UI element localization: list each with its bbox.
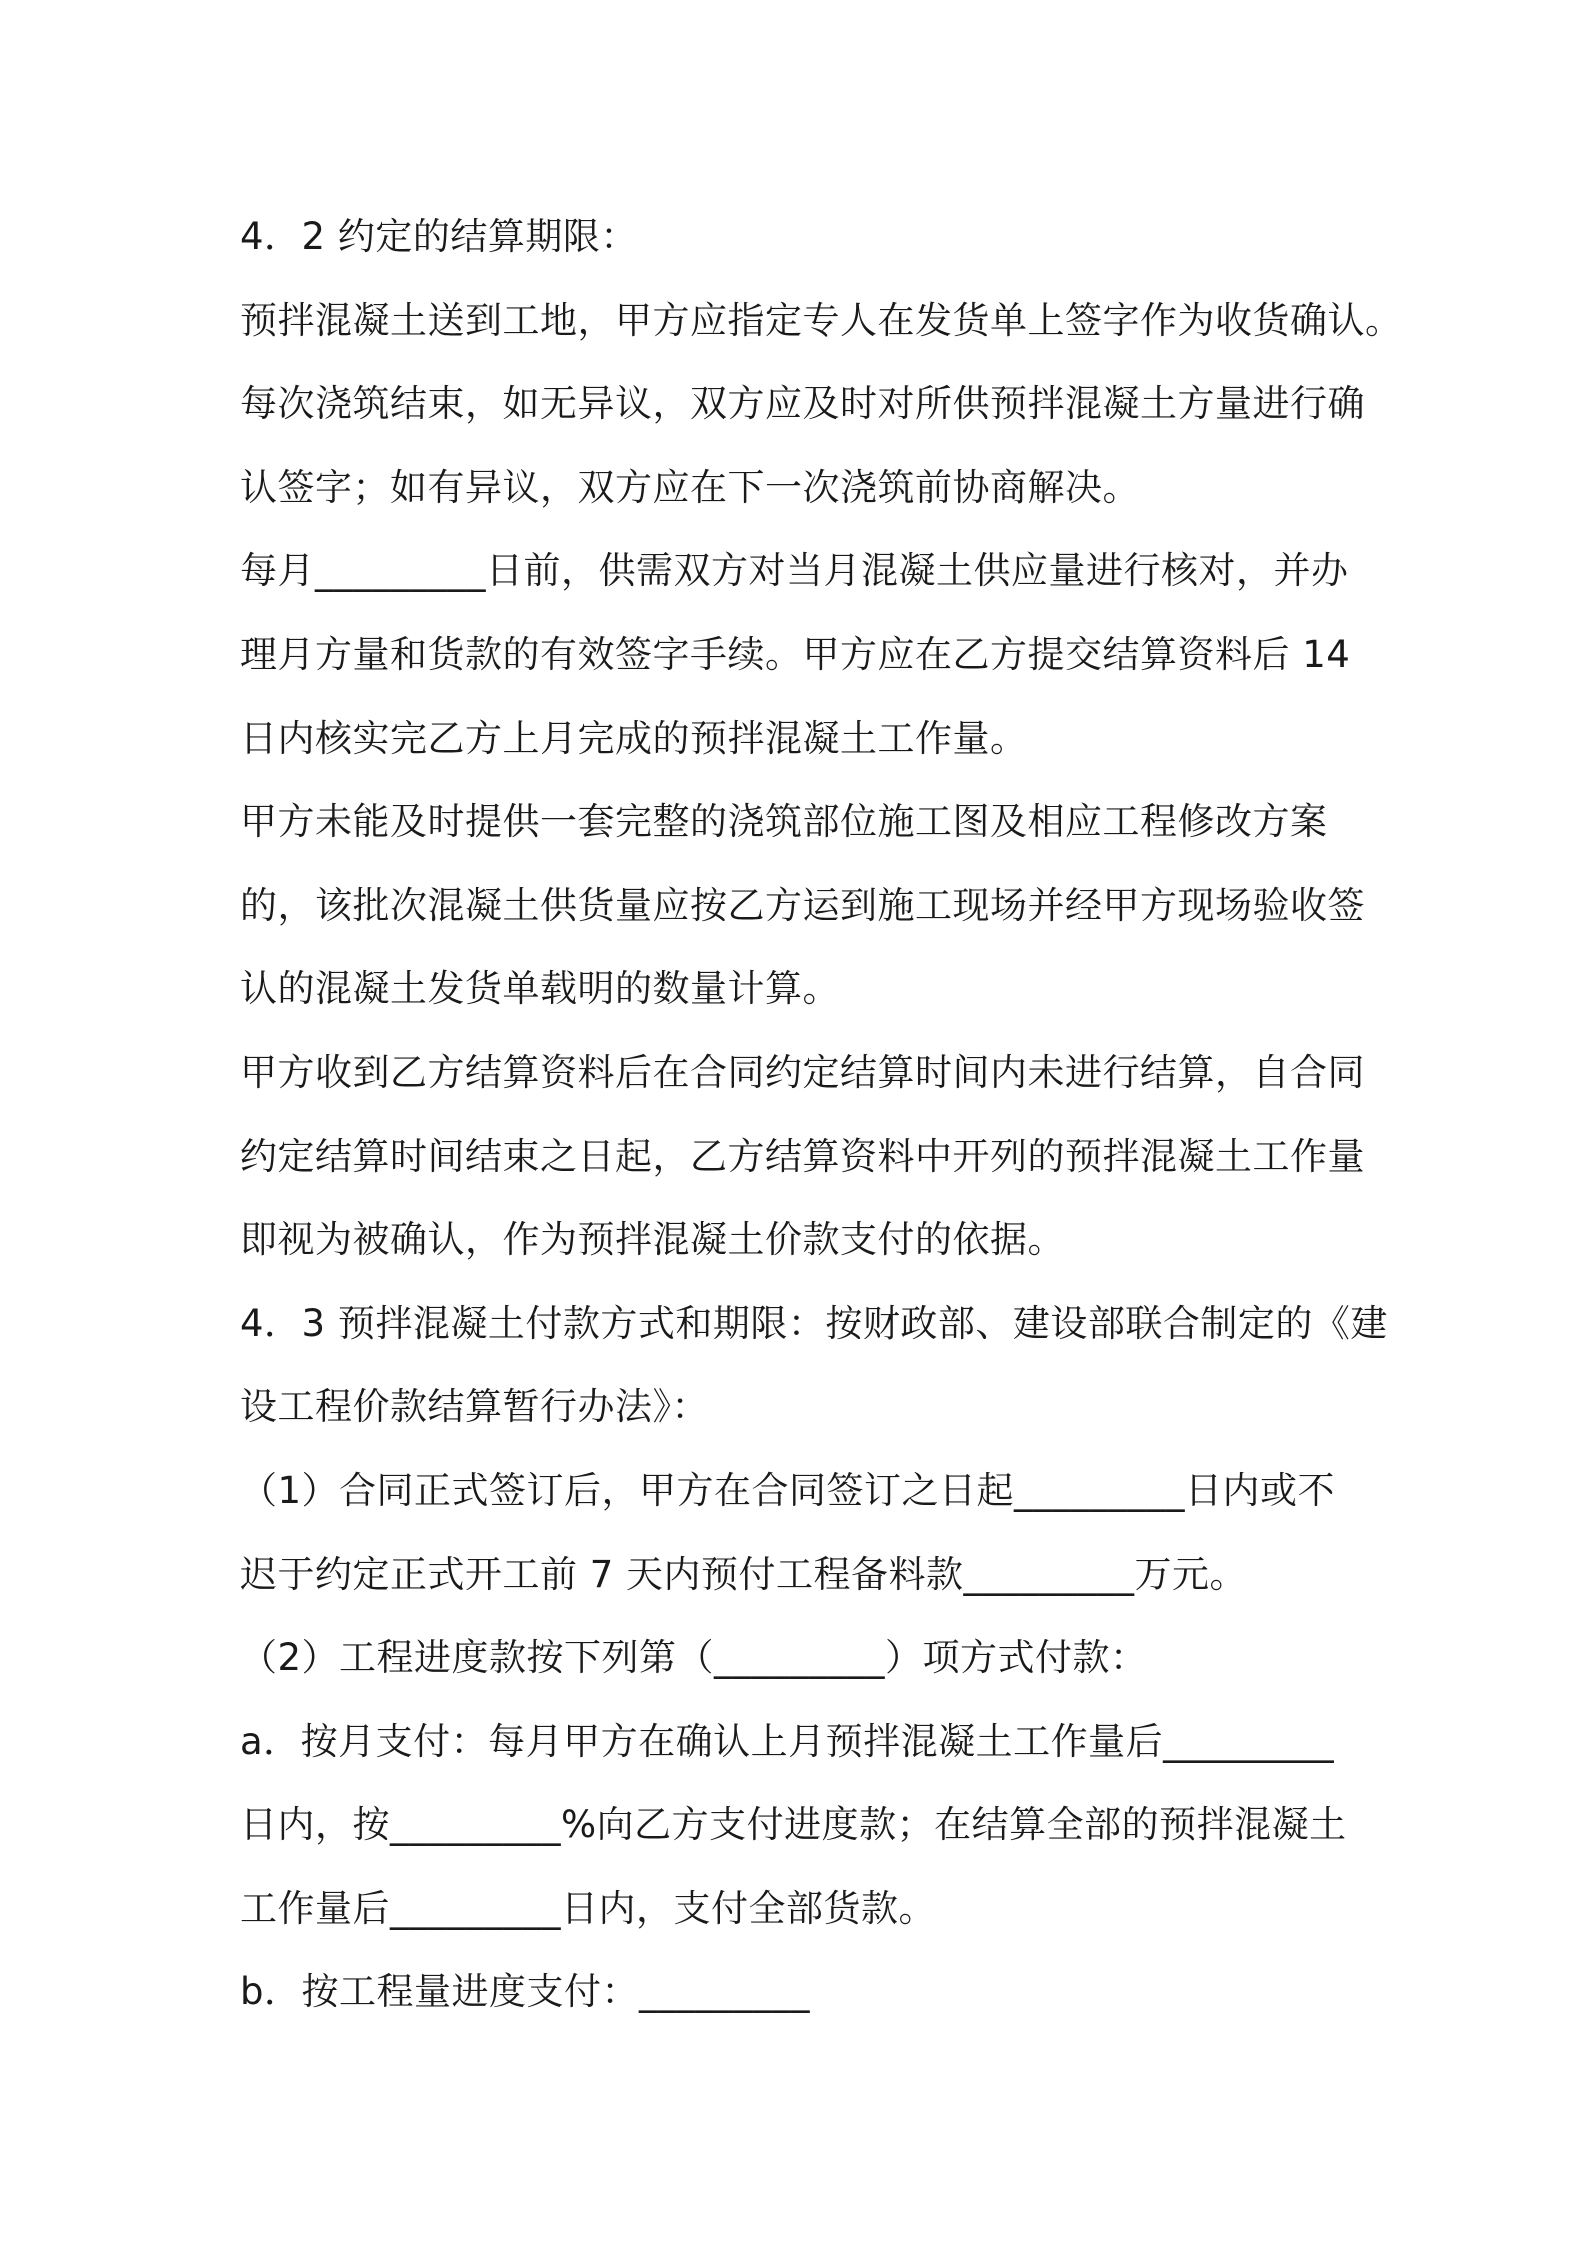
text-line: 约定结算时间结束之日起，乙方结算资料中开列的预拌混凝土工作量 <box>240 1134 1365 1178</box>
section-4-3-heading: 4．3 预拌混凝土付款方式和期限：按财政部、建设部联合制定的《建 <box>240 1301 1388 1345</box>
text-line: 甲方未能及时提供一套完整的浇筑部位施工图及相应工程修改方案 <box>240 800 1328 844</box>
text-line: 日内核实完乙方上月完成的预拌混凝土工作量。 <box>240 716 1028 760</box>
text-line: 的，该批次混凝土供货量应按乙方运到施工现场并经甲方现场验收签 <box>240 883 1365 927</box>
text-line: 每月_________日前，供需双方对当月混凝土供应量进行核对，并办 <box>240 549 1349 593</box>
text-line: 迟于约定正式开工前 7 天内预付工程备料款_________万元。 <box>240 1552 1248 1596</box>
text-line: 工作量后_________日内，支付全部货款。 <box>240 1886 936 1930</box>
clause-1-line: （1）合同正式签订后，甲方在合同签订之日起_________日内或不 <box>240 1468 1336 1512</box>
text-line: 每次浇筑结束，如无异议，双方应及时对所供预拌混凝土方量进行确 <box>240 382 1365 426</box>
text-line: 认的混凝土发货单载明的数量计算。 <box>240 967 840 1011</box>
option-a-line: a．按月支付：每月甲方在确认上月预拌混凝土工作量后_________ <box>240 1719 1335 1763</box>
text-line: 甲方收到乙方结算资料后在合同约定结算时间内未进行结算，自合同 <box>240 1050 1365 1094</box>
text-line: 日内，按_________%向乙方支付进度款；在结算全部的预拌混凝土 <box>240 1803 1347 1847</box>
text-line: 认签字；如有异议，双方应在下一次浇筑前协商解决。 <box>240 465 1140 509</box>
contract-text <box>240 195 1403 2034</box>
text-line: 即视为被确认，作为预拌混凝土价款支付的依据。 <box>240 1218 1065 1262</box>
option-b-line: b．按工程量进度支付：_________ <box>240 1970 810 2014</box>
clause-2-line: （2）工程进度款按下列第（_________）项方式付款： <box>240 1636 1148 1680</box>
text-line: 预拌混凝土送到工地，甲方应指定专人在发货单上签字作为收货确认。 <box>240 298 1403 342</box>
text-line: 理月方量和货款的有效签字手续。甲方应在乙方提交结算资料后 14 <box>240 632 1351 676</box>
text-line: 设工程价款结算暂行办法》： <box>240 1385 709 1429</box>
section-4-2-heading: 4．2 约定的结算期限： <box>240 215 638 258</box>
